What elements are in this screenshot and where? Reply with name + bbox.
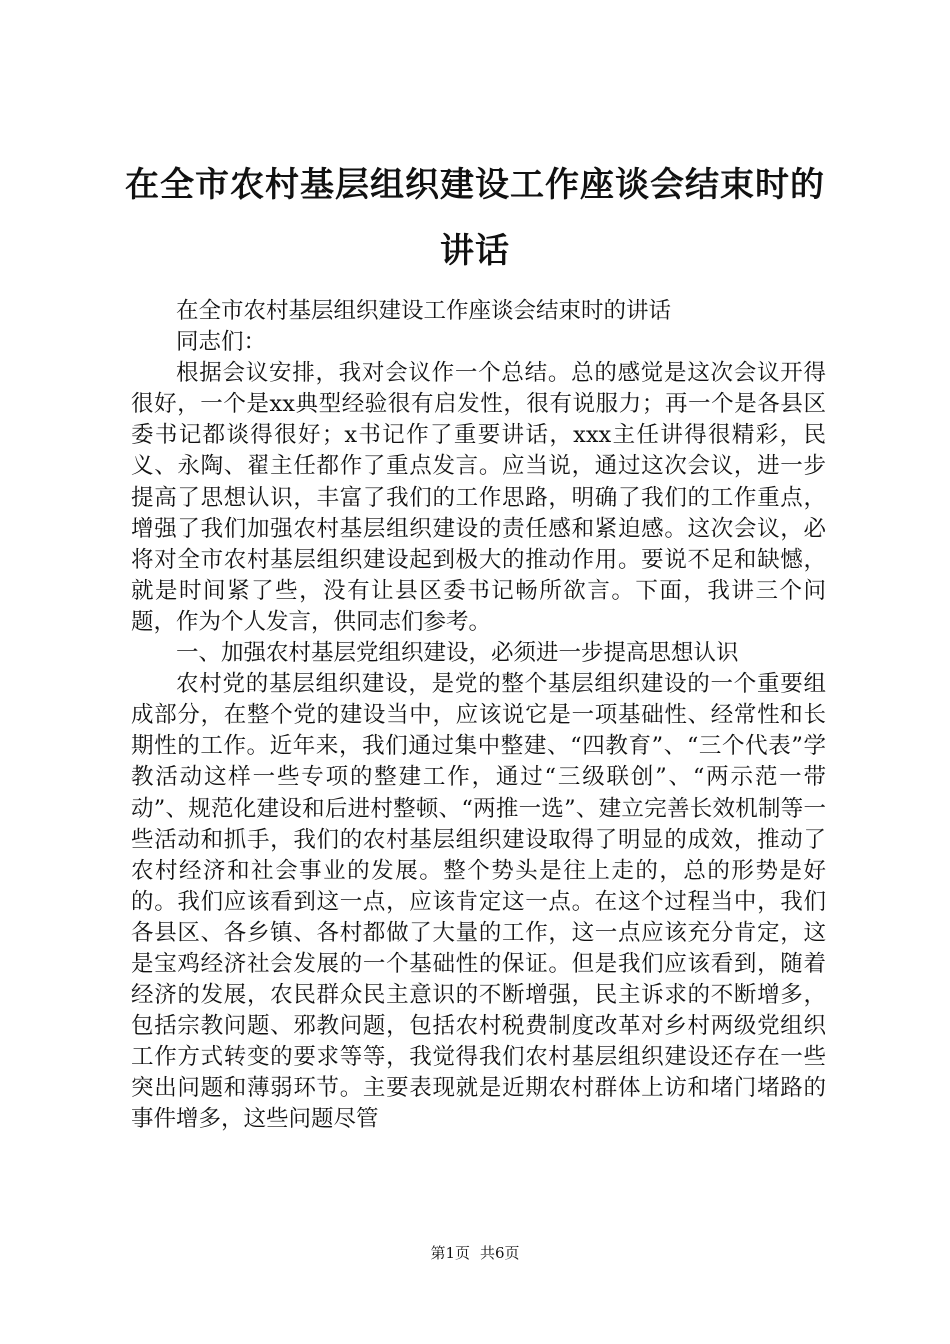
subtitle-paragraph: 在全市农村基层组织建设工作座谈会结束时的讲话 bbox=[176, 298, 672, 324]
page-total: 共6页 bbox=[480, 1244, 520, 1262]
section-paragraph: 农村党的基层组织建设，是党的整个基层组织建设的一个重要组成部分，在整个党的建设当中，应该说它是一项基础性、经常性和长期性的工作。近年来，我们通过集中整建、“四教育”、“三个代表”学教活动这样一些专项的整建工作，通过“三级联创”、“两示范一带动”、规范化建设和后进村整顿、“两推一选”、建立完善长效机制等一些活动和抓手，我们的农村基层组织建设取得了明显的成效，推动了农村经济和社会事业的发展。整个势头是往上走的，总的形势是好的。我们应该看到这一点，应该肯定这一点。在这个过程当中，我们各县区、各乡镇、各村都做了大量的工作，这一点应该充分肯定，这是宝鸡经济社会发展的一个基础性的保证。但是我们应该看到，随着经济的发展，农民群众民主意识的不断增强，民主诉求的不断增多，包括宗教问题、邪教问题，包括农村税费制度改革对乡村两级党组织工作方式转变的要求等等，我觉得我们农村基层组织建设还存在一些突出问题和薄弱环节。主要表现就是近期农村群体上访和堵门堵路的事件增多，这些问题尽管 bbox=[131, 671, 826, 1133]
section-heading: 一、加强农村基层党组织建设，必须进一步提高思想认识 bbox=[176, 640, 739, 667]
salutation-paragraph: 同志们： bbox=[176, 329, 267, 356]
document-body bbox=[131, 296, 826, 1136]
document-title: 在全市农村基层组织建设工作座谈会结束时的讲话 bbox=[125, 165, 825, 271]
intro-paragraph: 根据会议安排，我对会议作一个总结。总的感觉是这次会议开得很好，一个是xx典型经验很有启发性，很有说服力；再一个是各县区委书记都谈得很好；x书记作了重要讲话，xxx主任讲得很精彩，民义、永陶、翟主任都作了重点发言。应当说，通过这次会议，进一步提高了思想认识，丰富了我们的工作思路，明确了我们的工作重点，增强了我们加强农村基层组织建设的责任感和紧迫感。这次会议，必将对全市农村基层组织建设起到极大的推动作用。要说不足和缺憾，就是时间紧了些，没有让县区委书记畅所欲言。下面，我讲三个问题，作为个人发言，供同志们参考。 bbox=[131, 360, 826, 635]
page-footer bbox=[0, 1243, 950, 1263]
page-number: 第1页 bbox=[430, 1244, 470, 1262]
